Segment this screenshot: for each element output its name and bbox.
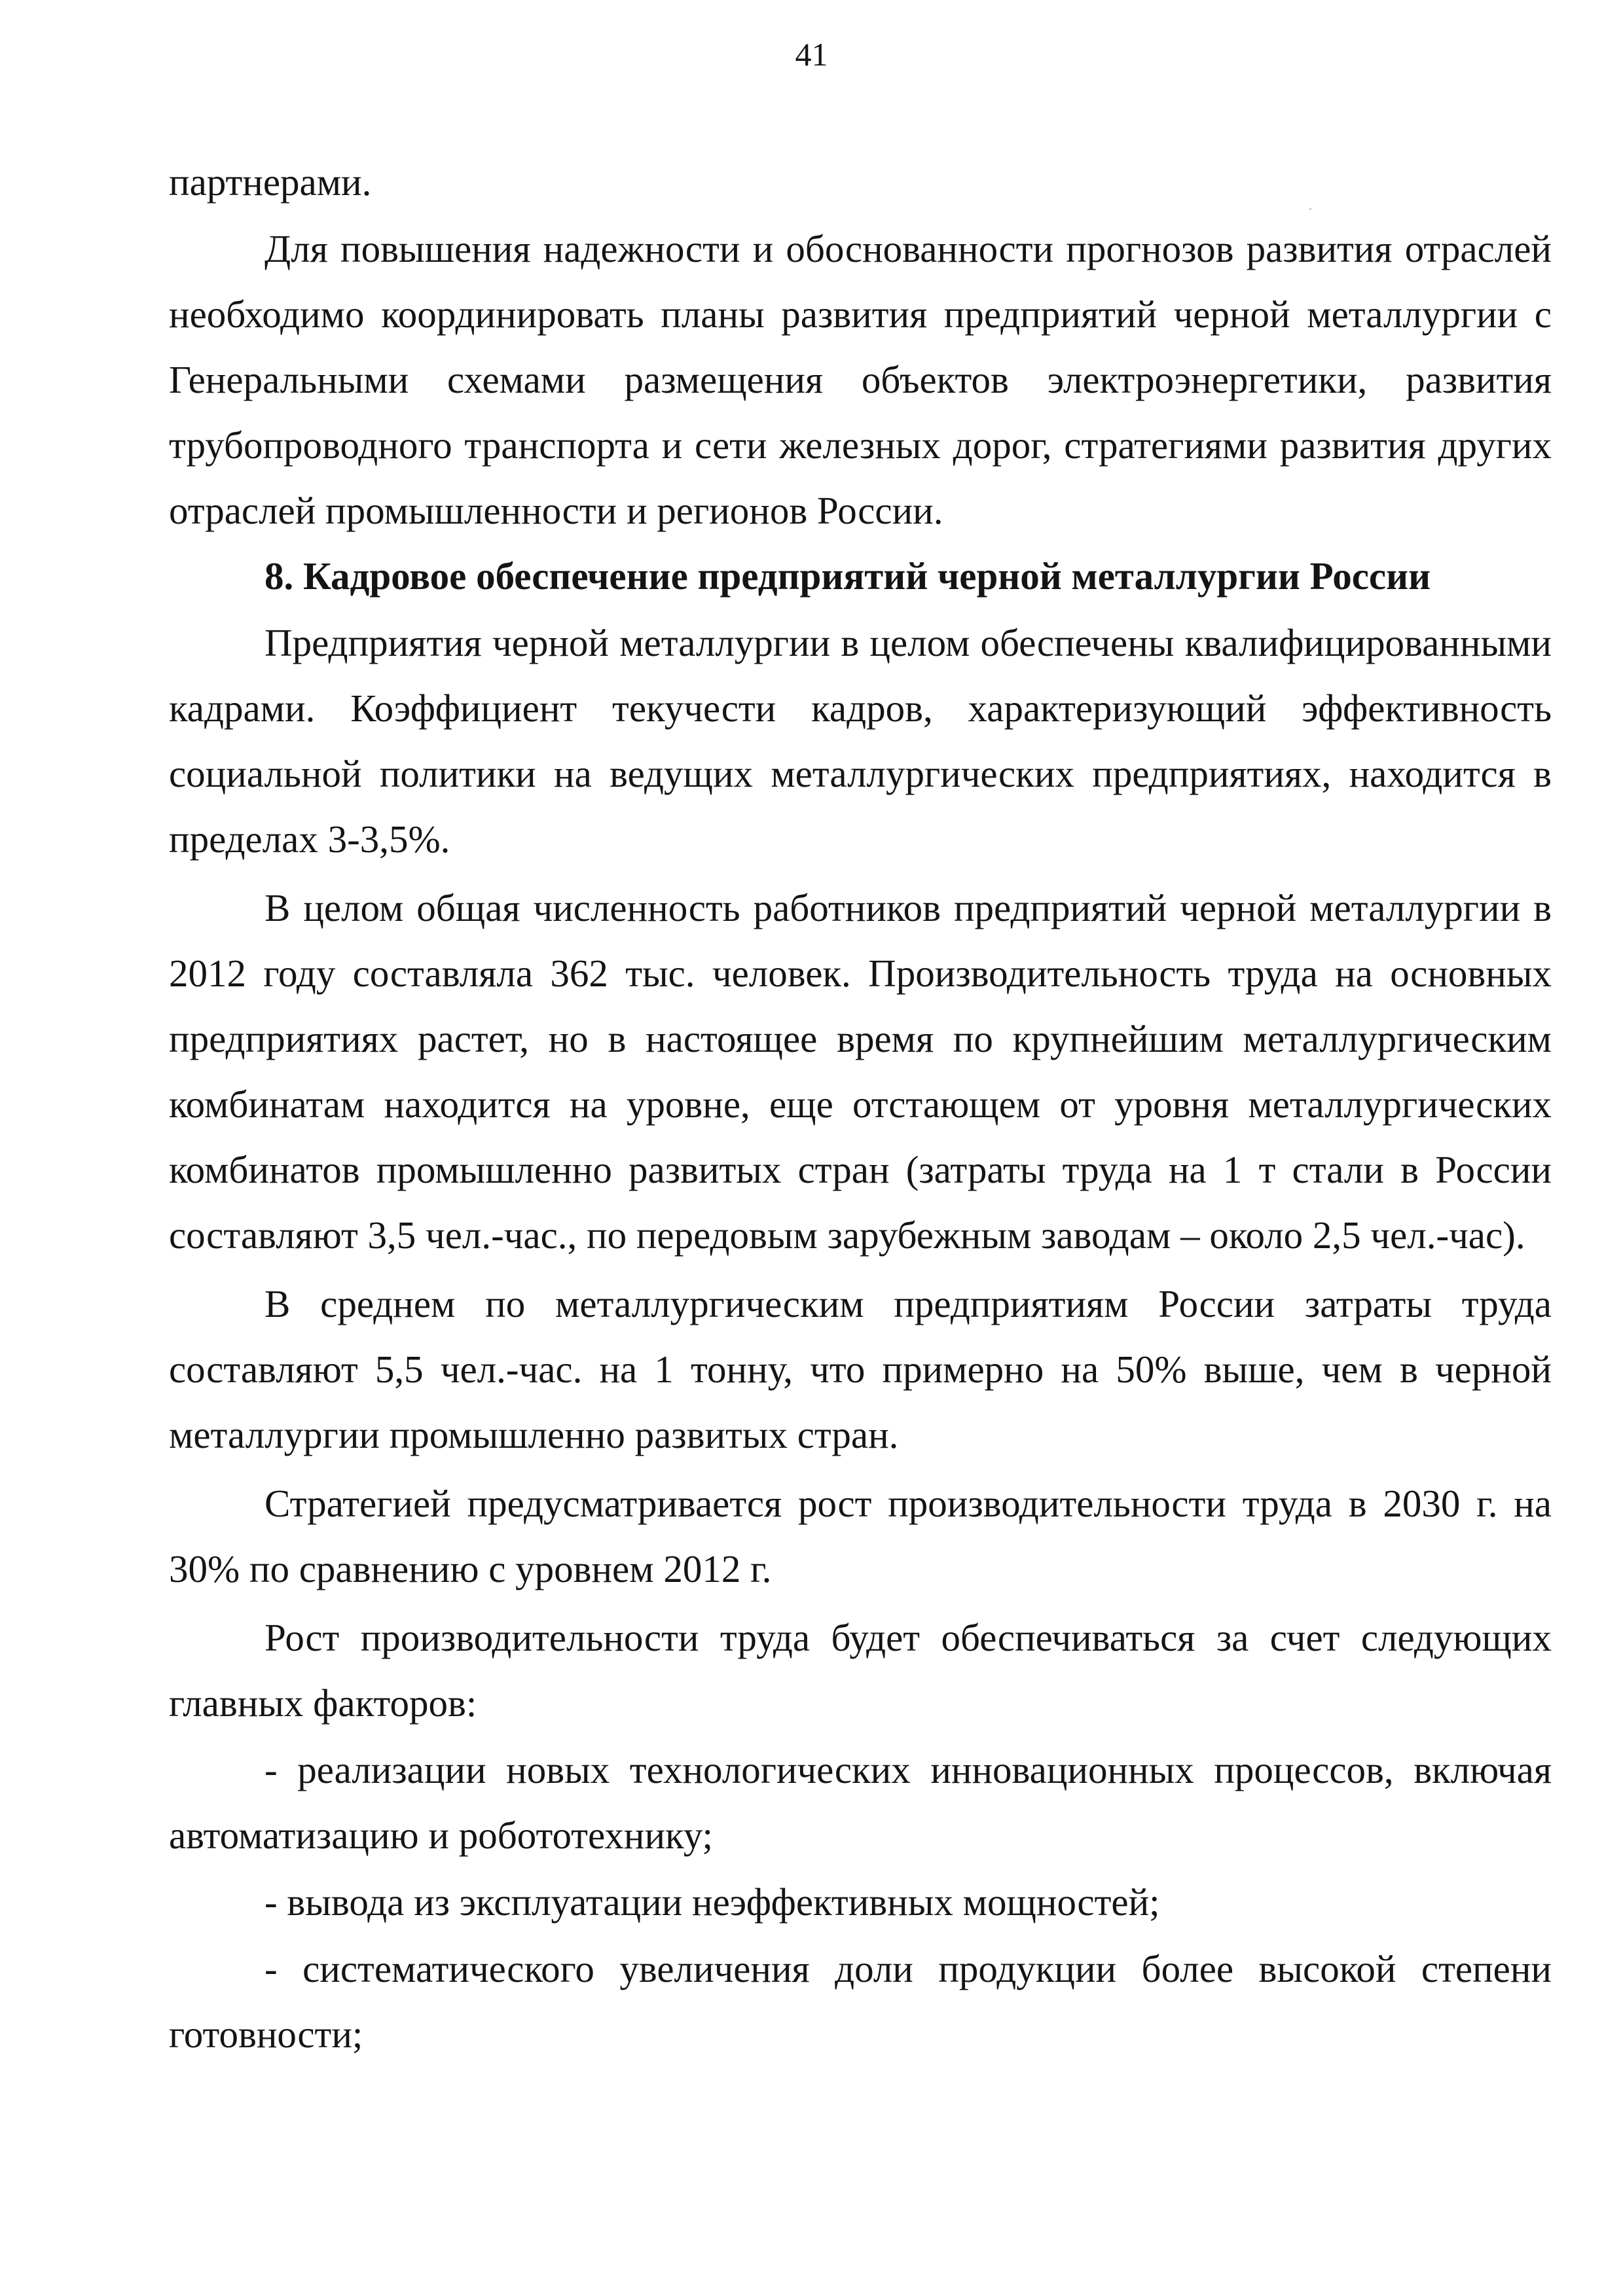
paragraph-forecast-coordination: Для повышения надежности и обоснованности прогнозов развития отраслей необходимо координировать планы развития предприятий черной металлургии с Генеральными схемами размещения объектов электроэнергетики, развития трубопроводного транспорта и сети железных дорог, стратегиями развития других отраслей промышленности и регионов России. — [169, 227, 1552, 532]
list-item: - вывода из эксплуатации неэффективных мощностей; — [264, 1880, 1160, 1924]
section-heading: 8. Кадровое обеспечение предприятий черной металлургии России — [264, 554, 1431, 598]
paragraph-staffing: Предприятия черной металлургии в целом обеспечены квалифицированными кадрами. Коэффициент текучести кадров, характеризующий эффективность социальной политики на ведущих металлургических предприятиях, находится в пределах 3-3,5%. — [169, 621, 1552, 861]
document-body — [169, 149, 1552, 2067]
page-number: 41 — [795, 36, 828, 73]
paragraph-workforce: В целом общая численность работников предприятий черной металлургии в 2012 году составляла 362 тыс. человек. Производительность труда на основных предприятиях растет, но в настоящее время по крупнейшим металлургическим комбинатам находится на уровне, еще отстающем от уровня металлургических комбинатов промышленно развитых стран (затраты труда на 1 т стали в России составляют 3,5 чел.-час., по передовым зарубежным заводам – около 2,5 чел.-час). — [169, 886, 1552, 1257]
paragraph-strategy: Стратегией предусматривается рост производительности труда в 2030 г. на 30% по сравнению с уровнем 2012 г. — [169, 1482, 1552, 1590]
paragraph-labor-costs: В среднем по металлургическим предприятиям России затраты труда составляют 5,5 чел.-час. на 1 тонну, что примерно на 50% выше, чем в черной металлургии промышленно развитых стран. — [169, 1282, 1552, 1456]
paragraph-continuation: партнерами. — [169, 160, 372, 204]
paragraph-factors-intro: Рост производительности труда будет обеспечиваться за счет следующих главных факторов: — [169, 1616, 1552, 1725]
list-item: - реализации новых технологических инновационных процессов, включая автоматизацию и робототехнику; — [169, 1748, 1552, 1857]
list-item: - систематического увеличения доли продукции более высокой степени готовности; — [169, 1947, 1552, 2056]
